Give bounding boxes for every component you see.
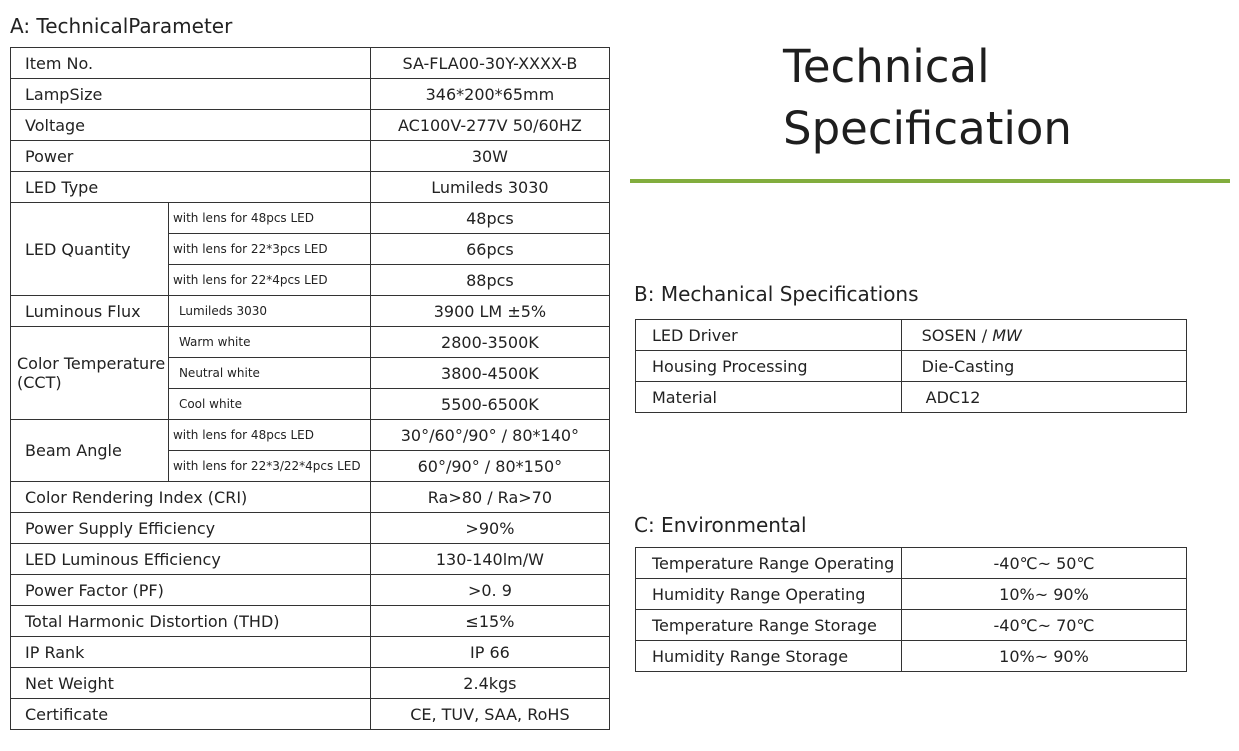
- led-quantity-sub: with lens for 48pcs LED: [168, 203, 370, 234]
- env-label: Humidity Range Operating: [636, 579, 902, 610]
- table-row: [636, 610, 1187, 641]
- table-row: [636, 641, 1187, 672]
- beam-angle-value: 30°/60°/90° / 80*140°: [370, 420, 609, 451]
- lamp-size-label: LampSize: [11, 79, 371, 110]
- led-type-label: LED Type: [11, 172, 371, 203]
- table-row: [636, 320, 1187, 351]
- cct-sub: Neutral white: [168, 358, 370, 389]
- thd-value: ≤15%: [370, 606, 609, 637]
- net-weight-label: Net Weight: [11, 668, 371, 699]
- page-title-line2: Specification: [783, 102, 1072, 155]
- voltage-value: AC100V-277V 50/60HZ: [370, 110, 609, 141]
- table-row: [636, 351, 1187, 382]
- mechanical-specifications-table: [635, 319, 1187, 413]
- title-divider: [630, 179, 1230, 183]
- cri-label: Color Rendering Index (CRI): [11, 482, 371, 513]
- material-value: ADC12: [901, 382, 1186, 413]
- item-no-value: SA-FLA00-30Y-XXXX-B: [370, 48, 609, 79]
- table-row: [636, 579, 1187, 610]
- env-value: 10%~ 90%: [901, 579, 1186, 610]
- luminous-flux-value: 3900 LM ±5%: [370, 296, 609, 327]
- cct-label-line2: (CCT): [17, 373, 62, 392]
- led-driver-label: LED Driver: [636, 320, 902, 351]
- beam-angle-sub: with lens for 48pcs LED: [168, 420, 370, 451]
- table-row: [11, 296, 610, 327]
- voltage-label: Voltage: [11, 110, 371, 141]
- table-row: [11, 141, 610, 172]
- power-factor-label: Power Factor (PF): [11, 575, 371, 606]
- led-quantity-sub: with lens for 22*3pcs LED: [168, 234, 370, 265]
- led-quantity-value: 66pcs: [370, 234, 609, 265]
- ip-rank-value: IP 66: [370, 637, 609, 668]
- power-label: Power: [11, 141, 371, 172]
- section-b-title: B: Mechanical Specifications: [634, 282, 919, 306]
- cri-value: Ra>80 / Ra>70: [370, 482, 609, 513]
- certificate-value: CE, TUV, SAA, RoHS: [370, 699, 609, 730]
- env-label: Humidity Range Storage: [636, 641, 902, 672]
- page-title-line1: Technical: [783, 40, 990, 93]
- table-row: [11, 699, 610, 730]
- env-value: -40℃~ 50℃: [901, 548, 1186, 579]
- technical-parameter-table: [10, 47, 610, 730]
- lamp-size-value: 346*200*65mm: [370, 79, 609, 110]
- certificate-label: Certificate: [11, 699, 371, 730]
- led-quantity-value: 88pcs: [370, 265, 609, 296]
- table-row: [11, 420, 610, 451]
- env-value: -40℃~ 70℃: [901, 610, 1186, 641]
- beam-angle-sub: with lens for 22*3/22*4pcs LED: [168, 451, 370, 482]
- power-factor-value: >0. 9: [370, 575, 609, 606]
- table-row: [11, 606, 610, 637]
- env-label: Temperature Range Operating: [636, 548, 902, 579]
- led-quantity-label: LED Quantity: [11, 203, 169, 296]
- cct-sub: Warm white: [168, 327, 370, 358]
- table-row: [11, 637, 610, 668]
- table-row: [636, 382, 1187, 413]
- section-c-title: C: Environmental: [634, 513, 807, 537]
- material-label: Material: [636, 382, 902, 413]
- led-quantity-value: 48pcs: [370, 203, 609, 234]
- power-supply-efficiency-value: >90%: [370, 513, 609, 544]
- env-label: Temperature Range Storage: [636, 610, 902, 641]
- cct-label-line1: Color Temperature: [17, 354, 166, 373]
- thd-label: Total Harmonic Distortion (THD): [11, 606, 371, 637]
- ip-rank-label: IP Rank: [11, 637, 371, 668]
- table-row: [11, 482, 610, 513]
- led-driver-value-a: SOSEN /: [921, 325, 988, 345]
- table-row: [11, 172, 610, 203]
- cct-value: 2800-3500K: [370, 327, 609, 358]
- led-luminous-efficiency-value: 130-140lm/W: [370, 544, 609, 575]
- net-weight-value: 2.4kgs: [370, 668, 609, 699]
- beam-angle-value: 60°/90° / 80*150°: [370, 451, 609, 482]
- led-type-value: Lumileds 3030: [370, 172, 609, 203]
- table-row: [11, 544, 610, 575]
- table-row: [11, 327, 610, 358]
- table-row: [11, 79, 610, 110]
- env-value: 10%~ 90%: [901, 641, 1186, 672]
- housing-processing-value: Die-Casting: [901, 351, 1186, 382]
- table-row: [11, 575, 610, 606]
- luminous-flux-label: Luminous Flux: [11, 296, 169, 327]
- table-row: [11, 513, 610, 544]
- led-quantity-sub: with lens for 22*4pcs LED: [168, 265, 370, 296]
- table-row: [11, 48, 610, 79]
- led-driver-value-b: MW: [992, 325, 1022, 345]
- table-row: [11, 110, 610, 141]
- page-title: [783, 36, 1072, 160]
- led-driver-value: [901, 320, 1186, 351]
- cct-sub: Cool white: [168, 389, 370, 420]
- item-no-label: Item No.: [11, 48, 371, 79]
- table-row: [636, 548, 1187, 579]
- cct-value: 3800-4500K: [370, 358, 609, 389]
- power-supply-efficiency-label: Power Supply Efficiency: [11, 513, 371, 544]
- section-a-title: A: TechnicalParameter: [10, 14, 233, 38]
- led-luminous-efficiency-label: LED Luminous Efficiency: [11, 544, 371, 575]
- table-row: [11, 203, 610, 234]
- environmental-table: [635, 547, 1187, 672]
- luminous-flux-sub: Lumileds 3030: [168, 296, 370, 327]
- housing-processing-label: Housing Processing: [636, 351, 902, 382]
- power-value: 30W: [370, 141, 609, 172]
- beam-angle-label: Beam Angle: [11, 420, 169, 482]
- cct-value: 5500-6500K: [370, 389, 609, 420]
- table-row: [11, 668, 610, 699]
- cct-label: [11, 327, 169, 420]
